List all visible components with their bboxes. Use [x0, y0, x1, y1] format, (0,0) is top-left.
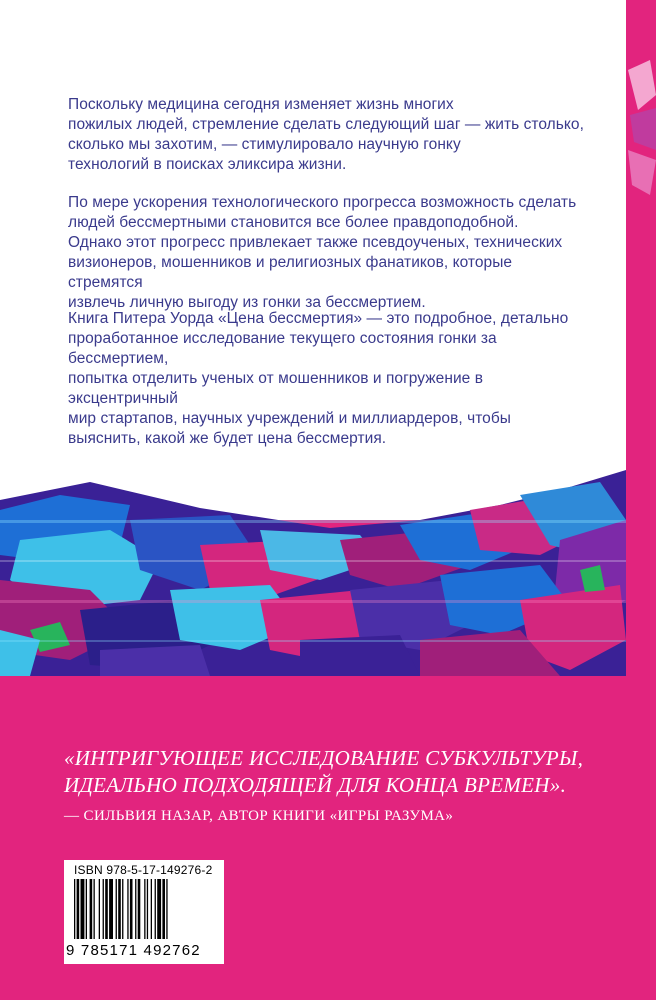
barcode-bar [103, 879, 104, 939]
blurb-paragraph-1: Поскольку медицина сегодня изменяет жизнь многих пожилых людей, стремление сделать следующий шаг — жить столько, сколько мы захотим, — стимулировало научную гонку технологий в поисках эликсира жизни. [68, 96, 584, 173]
barcode-bars [70, 879, 218, 941]
barcode-bar [90, 879, 93, 939]
barcode-bar [94, 879, 95, 939]
isbn-label: ISBN 978-5-17-149276-2 [74, 863, 213, 877]
spine-glitch-fragments [628, 60, 656, 195]
barcode-bar [109, 879, 113, 939]
barcode-bar [118, 879, 121, 939]
barcode-bar [130, 879, 133, 939]
barcode-bar [162, 879, 165, 939]
barcode-bar [122, 879, 123, 939]
barcode-bar [105, 879, 108, 939]
blurb-paragraph-2: По мере ускорения технологического прогресса возможность сделать людей бессмертными становится все более правдоподобной. Однако этот прогресс привлекает также псевдоученых, технических визионеров, мошенников и религиозных фанатиков, которые стремятся извлечь личную выгоду из гонки за бессмертием. [68, 194, 577, 311]
blurb-paragraph-3: Книга Питера Уорда «Цена бессмертия» — это подробное, детально проработанное исследование текущего состояния гонки за бессмертием, попытка отделить ученых от мошенников и погружение в эксцентричный мир стартапов, научных учреждений и миллиардеров, чтобы выяснить, какой же будет цена бессмертия. [68, 310, 569, 447]
barcode-bar [147, 879, 148, 939]
barcode-bar [155, 879, 156, 939]
quote-attribution: — СИЛЬВИЯ НАЗАР, АВТОР КНИГИ «ИГРЫ РАЗУМА» [64, 808, 454, 824]
barcode-bar [157, 879, 161, 939]
barcode-bar [116, 879, 117, 939]
barcode-bar [81, 879, 85, 939]
barcode-bar [138, 879, 141, 939]
barcode-bar [86, 879, 87, 939]
review-quote: «ИНТРИГУЮЩЕЕ ИССЛЕДОВАНИЕ СУБКУЛЬТУРЫ, ИДЕАЛЬНО ПОДХОДЯЩЕЙ ДЛЯ КОНЦА ВРЕМЕН». [64, 746, 584, 797]
barcode-bar [135, 879, 136, 939]
barcode-bar [77, 879, 80, 939]
barcode-bar [144, 879, 145, 939]
barcode-bar [74, 879, 75, 939]
isbn-barcode [64, 860, 224, 964]
barcode-bar [166, 879, 167, 939]
barcode-digits: 9 785171 492762 [66, 942, 201, 959]
barcode-bar [151, 879, 152, 939]
barcode-bar [127, 879, 128, 939]
barcode-bar [99, 879, 100, 939]
glitch-band [0, 470, 626, 676]
